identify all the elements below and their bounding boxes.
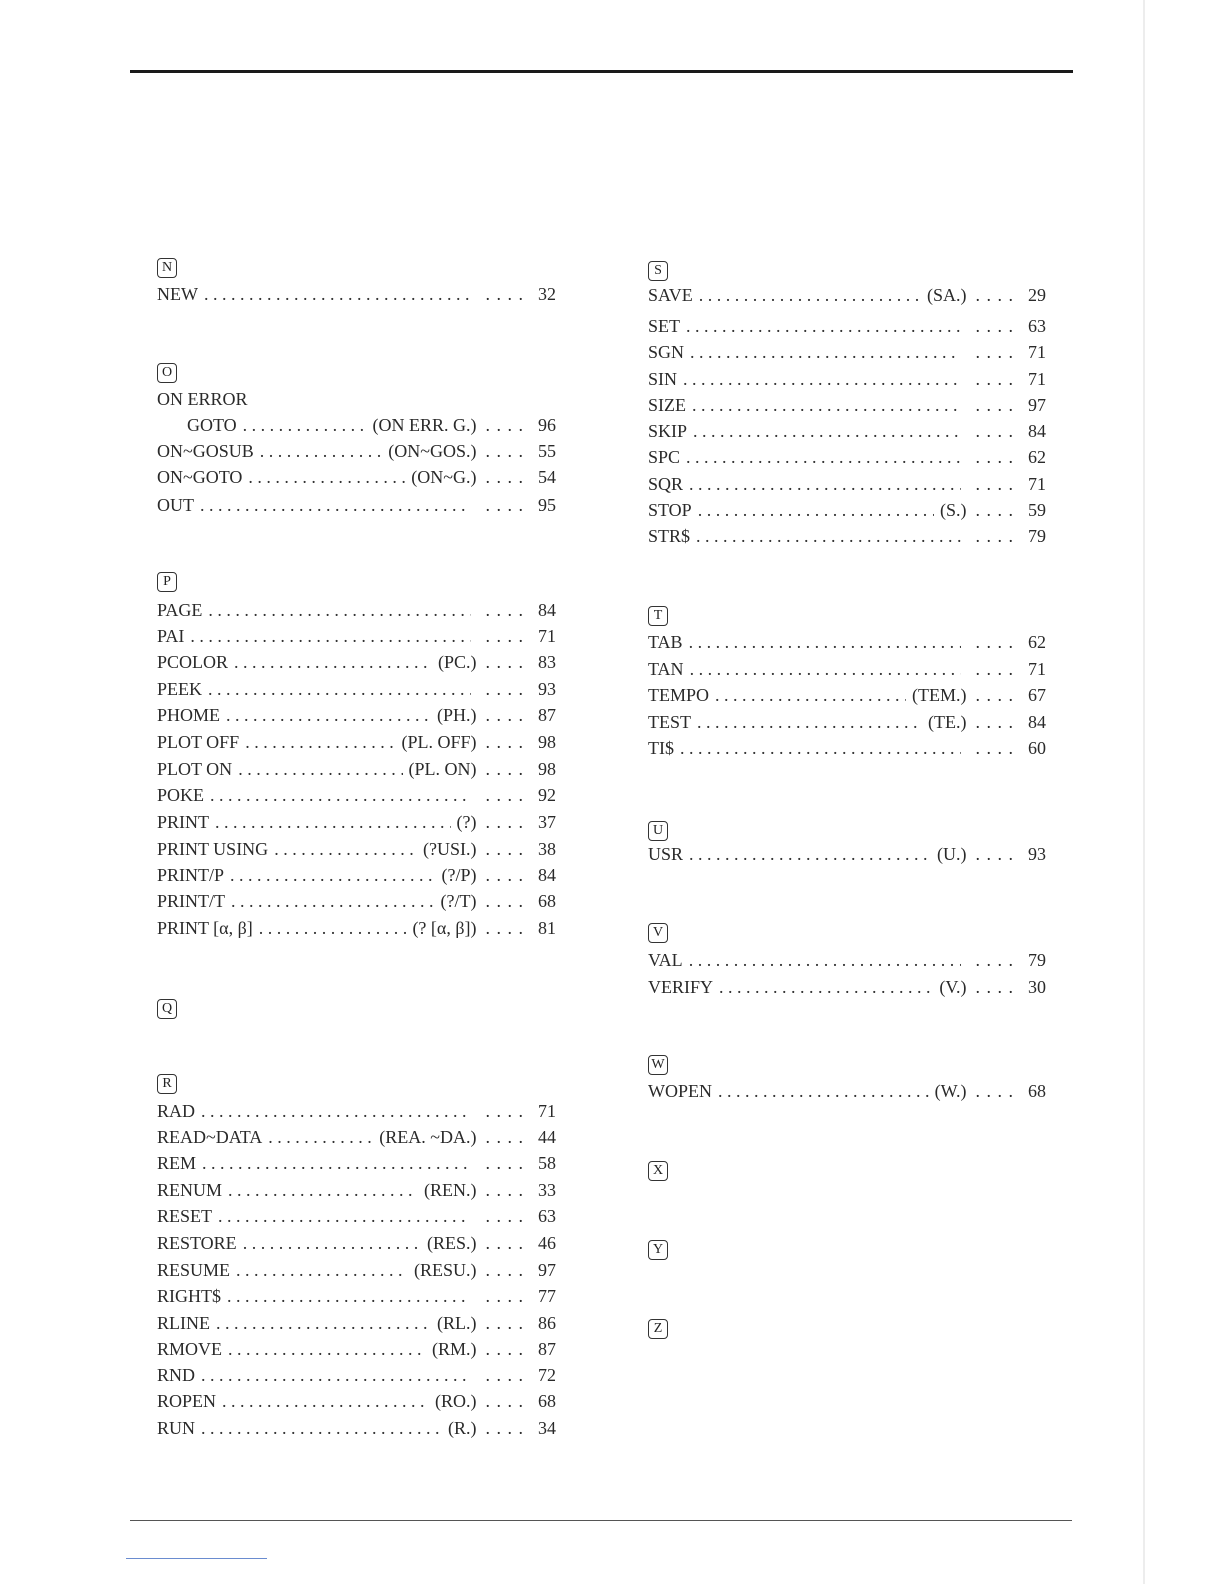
entry-name: TAB (648, 632, 683, 652)
entry-page-number: 87 (538, 1339, 556, 1359)
dot-leader-short: . . . . (485, 1313, 524, 1333)
entry-abbreviation: (U.) (937, 844, 967, 864)
dot-leader-short: . . . . (485, 1233, 524, 1253)
dot-leader (274, 839, 417, 860)
dot-leader (689, 844, 931, 865)
entry-page-number: 32 (538, 284, 556, 304)
entry-name: PRINT USING (157, 839, 269, 859)
entry-abbreviation: (SA.) (927, 285, 967, 305)
dot-leader (231, 891, 435, 912)
dot-leader-short: . . . . (485, 891, 524, 911)
entry-page-number: 84 (1028, 421, 1046, 441)
entry-page-number: 67 (1028, 685, 1046, 705)
top-rule (130, 70, 1073, 73)
index-entry-ti (648, 738, 1046, 760)
entry-name: RAD (157, 1101, 196, 1121)
dot-leader (683, 369, 960, 390)
index-entry-pai (157, 626, 556, 648)
index-entry-phome (157, 705, 556, 727)
section-letter-o: O (157, 363, 177, 383)
section-letter-z: Z (648, 1319, 668, 1339)
dot-leader (719, 977, 933, 998)
entry-page-number: 71 (538, 1101, 556, 1121)
entry-abbreviation: (ON~G.) (411, 467, 477, 487)
entry-name: RLINE (157, 1313, 210, 1333)
entry-page-number: 37 (538, 812, 556, 832)
entry-page-number: 71 (1028, 659, 1046, 679)
dot-leader (243, 415, 367, 436)
entry-abbreviation: (PL. ON) (408, 759, 477, 779)
dot-leader (190, 626, 470, 647)
dot-leader (218, 1206, 470, 1227)
index-entry-out (157, 495, 556, 517)
dot-leader-short: . . . . (975, 342, 1014, 362)
entry-page-number: 63 (1028, 316, 1046, 336)
entry-page-number: 58 (538, 1153, 556, 1173)
entry-name: RENUM (157, 1180, 223, 1200)
dot-leader-short: . . . . (485, 1101, 524, 1121)
dot-leader-short: . . . . (485, 785, 524, 805)
index-entry-rnd (157, 1365, 556, 1387)
dot-leader (204, 284, 471, 305)
dot-leader-short: . . . . (485, 1127, 524, 1147)
entry-abbreviation: (TE.) (928, 712, 967, 732)
entry-page-number: 71 (1028, 342, 1046, 362)
index-entry-on-error (157, 389, 556, 411)
entry-name: SIN (648, 369, 678, 389)
entry-page-number: 68 (538, 1391, 556, 1411)
entry-page-number: 71 (538, 626, 556, 646)
dot-leader (245, 732, 395, 753)
index-entry-str (648, 526, 1046, 548)
dot-leader-short: . . . . (485, 495, 524, 515)
dot-leader (234, 652, 432, 673)
entry-name: TEMPO (648, 685, 710, 705)
index-entry-verify (648, 977, 1046, 999)
entry-name: SQR (648, 474, 684, 494)
dot-leader (228, 1180, 418, 1201)
dot-leader (686, 447, 960, 468)
entry-name: STOP (648, 500, 692, 520)
entry-name: VERIFY (648, 977, 714, 997)
entry-page-number: 84 (538, 865, 556, 885)
section-letter-t: T (648, 606, 668, 626)
dot-leader (215, 812, 451, 833)
dot-leader (690, 342, 960, 363)
dot-leader-short: . . . . (975, 844, 1014, 864)
dot-leader (201, 1418, 442, 1439)
section-letter-q: Q (157, 999, 177, 1019)
entry-abbreviation: (R.) (448, 1418, 477, 1438)
dot-leader (259, 918, 407, 939)
entry-abbreviation: (REA. ~DA.) (379, 1127, 477, 1147)
entry-name: VAL (648, 950, 683, 970)
dot-leader-short: . . . . (975, 447, 1014, 467)
entry-name: PCOLOR (157, 652, 229, 672)
entry-name: PRINT (157, 812, 210, 832)
dot-leader (698, 500, 934, 521)
entry-page-number: 79 (1028, 526, 1046, 546)
entry-page-number: 46 (538, 1233, 556, 1253)
dot-leader (686, 316, 960, 337)
entry-page-number: 71 (1028, 369, 1046, 389)
dot-leader (216, 1313, 431, 1334)
index-entry-size (648, 395, 1046, 417)
index-entry-print (157, 918, 556, 940)
dot-leader-short: . . . . (485, 600, 524, 620)
entry-name: RUN (157, 1418, 196, 1438)
entry-abbreviation: (W.) (934, 1081, 967, 1101)
dot-leader-short: . . . . (485, 626, 524, 646)
entry-name: PEEK (157, 679, 202, 699)
dot-leader-short: . . . . (485, 652, 524, 672)
dot-leader (208, 679, 471, 700)
entry-name: SKIP (648, 421, 688, 441)
entry-page-number: 54 (538, 467, 556, 487)
entry-page-number: 77 (538, 1286, 556, 1306)
dot-leader-short: . . . . (485, 839, 524, 859)
dot-leader (690, 659, 961, 680)
dot-leader (699, 285, 921, 306)
dot-leader-short: . . . . (975, 421, 1014, 441)
dot-leader (697, 712, 922, 733)
index-entry-ropen (157, 1391, 556, 1413)
entry-page-number: 87 (538, 705, 556, 725)
index-entry-print-p (157, 865, 556, 887)
dot-leader (230, 865, 435, 886)
dot-leader-short: . . . . (485, 284, 524, 304)
entry-page-number: 55 (538, 441, 556, 461)
index-entry-pcolor (157, 652, 556, 674)
dot-leader (243, 1233, 421, 1254)
entry-page-number: 79 (1028, 950, 1046, 970)
dot-leader-short: . . . . (975, 685, 1014, 705)
entry-name: RIGHT$ (157, 1286, 221, 1306)
dot-leader (222, 1391, 429, 1412)
dot-leader-short: . . . . (485, 812, 524, 832)
entry-name: PLOT OFF (157, 732, 240, 752)
entry-page-number: 84 (538, 600, 556, 620)
entry-abbreviation: (? [α, β]) (412, 918, 477, 938)
index-entry-set (648, 316, 1046, 338)
index-entry-right (157, 1286, 556, 1308)
dot-leader-short: . . . . (975, 659, 1014, 679)
dot-leader-short: . . . . (485, 918, 524, 938)
dot-leader (689, 950, 961, 971)
entry-page-number: 62 (1028, 447, 1046, 467)
dot-leader (696, 526, 960, 547)
index-entry-read-data (157, 1127, 556, 1149)
entry-name: PRINT/T (157, 891, 226, 911)
index-entry-val (648, 950, 1046, 972)
index-entry-test (648, 712, 1046, 734)
dot-leader (268, 1127, 373, 1148)
index-entry-poke (157, 785, 556, 807)
dot-leader (208, 600, 470, 621)
index-entry-run (157, 1418, 556, 1440)
section-letter-r: R (157, 1074, 177, 1094)
entry-abbreviation: (REN.) (424, 1180, 477, 1200)
index-entry-print-t (157, 891, 556, 913)
dot-leader-short: . . . . (485, 1365, 524, 1385)
entry-page-number: 93 (1028, 844, 1046, 864)
entry-page-number: 98 (538, 732, 556, 752)
entry-abbreviation: (ON~GOS.) (388, 441, 477, 461)
entry-page-number: 38 (538, 839, 556, 859)
dot-leader-short: . . . . (485, 1391, 524, 1411)
index-entry-print-using (157, 839, 556, 861)
entry-name: ROPEN (157, 1391, 217, 1411)
entry-page-number: 72 (538, 1365, 556, 1385)
dot-leader (200, 495, 471, 516)
index-entry-tan (648, 659, 1046, 681)
index-entry-rmove (157, 1339, 556, 1361)
dot-leader (210, 785, 470, 806)
dot-leader-short: . . . . (485, 759, 524, 779)
entry-page-number: 68 (1028, 1081, 1046, 1101)
entry-abbreviation: (RO.) (435, 1391, 477, 1411)
index-entry-wopen (648, 1081, 1046, 1103)
index-entry-plot-on (157, 759, 556, 781)
index-entry-tab (648, 632, 1046, 654)
entry-name: TAN (648, 659, 684, 679)
entry-page-number: 60 (1028, 738, 1046, 758)
dot-leader-short: . . . . (485, 1206, 524, 1226)
entry-abbreviation: (ON ERR. G.) (372, 415, 477, 435)
dot-leader (238, 759, 402, 780)
entry-name: SAVE (648, 285, 693, 305)
index-entry-reset (157, 1206, 556, 1228)
entry-name: PHOME (157, 705, 221, 725)
section-letter-p: P (157, 572, 177, 592)
entry-page-number: 92 (538, 785, 556, 805)
dot-leader-short: . . . . (485, 441, 524, 461)
entry-name: STR$ (648, 526, 691, 546)
dot-leader (715, 685, 906, 706)
dot-leader-short: . . . . (975, 369, 1014, 389)
dot-leader (236, 1260, 408, 1281)
dot-leader-short: . . . . (485, 1180, 524, 1200)
entry-page-number: 93 (538, 679, 556, 699)
footer-line (126, 1558, 267, 1559)
entry-name: TI$ (648, 738, 674, 758)
dot-leader (227, 1286, 471, 1307)
dot-leader (226, 705, 431, 726)
dot-leader-short: . . . . (485, 1339, 524, 1359)
entry-name: OUT (157, 495, 194, 515)
entry-name: ON~GOSUB (157, 441, 254, 461)
dot-leader-short: . . . . (485, 1418, 524, 1438)
dot-leader-short: . . . . (975, 1081, 1014, 1101)
index-entry-on-goto (157, 467, 556, 489)
entry-page-number: 44 (538, 1127, 556, 1147)
dot-leader (228, 1339, 426, 1360)
dot-leader-short: . . . . (975, 500, 1014, 520)
section-letter-w: W (648, 1055, 668, 1075)
entry-page-number: 68 (538, 891, 556, 911)
section-letter-n: N (157, 258, 177, 278)
entry-name: SET (648, 316, 681, 336)
entry-abbreviation: (V.) (939, 977, 967, 997)
entry-name: PAGE (157, 600, 203, 620)
entry-name: USR (648, 844, 684, 864)
index-entry-resume (157, 1260, 556, 1282)
entry-name: PAI (157, 626, 185, 646)
entry-page-number: 83 (538, 652, 556, 672)
entry-page-number: 98 (538, 759, 556, 779)
dot-leader (201, 1365, 470, 1386)
entry-abbreviation: (PH.) (437, 705, 477, 725)
index-entry-usr (648, 844, 1046, 866)
entry-page-number: 95 (538, 495, 556, 515)
entry-abbreviation: (?) (456, 812, 477, 832)
entry-page-number: 97 (1028, 395, 1046, 415)
entry-name: ON~GOTO (157, 467, 243, 487)
entry-name: TEST (648, 712, 691, 732)
section-letter-y: Y (648, 1240, 668, 1260)
bottom-rule (130, 1520, 1072, 1521)
entry-page-number: 96 (538, 415, 556, 435)
entry-abbreviation: (RM.) (432, 1339, 477, 1359)
entry-name: NEW (157, 284, 198, 304)
index-entry-spc (648, 447, 1046, 469)
entry-name: SPC (648, 447, 681, 467)
dot-leader-short: . . . . (975, 526, 1014, 546)
dot-leader-short: . . . . (485, 732, 524, 752)
dot-leader-short: . . . . (975, 950, 1014, 970)
entry-abbreviation: (PC.) (437, 652, 477, 672)
entry-page-number: 29 (1028, 285, 1046, 305)
entry-abbreviation: (RESU.) (414, 1260, 477, 1280)
dot-leader-short: . . . . (485, 1153, 524, 1173)
index-entry-sgn (648, 342, 1046, 364)
dot-leader-short: . . . . (975, 474, 1014, 494)
entry-name: PRINT/P (157, 865, 225, 885)
index-entry-print (157, 812, 556, 834)
entry-page-number: 84 (1028, 712, 1046, 732)
entry-abbreviation: (RL.) (437, 1313, 477, 1333)
entry-abbreviation: (?/T) (440, 891, 477, 911)
entry-page-number: 34 (538, 1418, 556, 1438)
dot-leader (260, 441, 383, 462)
dot-leader-short: . . . . (485, 1286, 524, 1306)
entry-name: GOTO (187, 415, 237, 435)
entry-name: RESET (157, 1206, 213, 1226)
dot-leader (692, 395, 961, 416)
index-entry-goto (157, 415, 556, 437)
section-letter-s: S (648, 261, 668, 281)
entry-abbreviation: (?USI.) (423, 839, 477, 859)
index-entry-new (157, 284, 556, 306)
entry-name: REM (157, 1153, 197, 1173)
entry-page-number: 30 (1028, 977, 1046, 997)
entry-page-number: 62 (1028, 632, 1046, 652)
entry-name: SIZE (648, 395, 686, 415)
entry-abbreviation: (PL. OFF) (401, 732, 477, 752)
entry-name: ON ERROR (157, 389, 248, 409)
entry-page-number: 81 (538, 918, 556, 938)
index-entry-rem (157, 1153, 556, 1175)
dot-leader-short: . . . . (975, 632, 1014, 652)
entry-abbreviation: (RES.) (427, 1233, 477, 1253)
entry-abbreviation: (S.) (940, 500, 967, 520)
entry-page-number: 33 (538, 1180, 556, 1200)
section-letter-u: U (648, 821, 668, 841)
entry-name: POKE (157, 785, 205, 805)
dot-leader (689, 474, 960, 495)
dot-leader-short: . . . . (485, 705, 524, 725)
dot-leader-short: . . . . (485, 467, 524, 487)
dot-leader (689, 632, 961, 653)
entry-name: RESUME (157, 1260, 231, 1280)
dot-leader-short: . . . . (975, 977, 1014, 997)
entry-abbreviation: (?/P) (441, 865, 477, 885)
index-entry-page (157, 600, 556, 622)
entry-page-number: 63 (538, 1206, 556, 1226)
dot-leader-short: . . . . (975, 738, 1014, 758)
dot-leader-short: . . . . (485, 1260, 524, 1280)
dot-leader-short: . . . . (975, 395, 1014, 415)
dot-leader (693, 421, 960, 442)
page-edge-line (1143, 0, 1145, 1584)
index-entry-skip (648, 421, 1046, 443)
index-entry-save (648, 285, 1046, 307)
dot-leader-short: . . . . (485, 865, 524, 885)
index-entry-plot-off (157, 732, 556, 754)
index-entry-sin (648, 369, 1046, 391)
dot-leader (248, 467, 405, 488)
dot-leader (680, 738, 961, 759)
entry-page-number: 59 (1028, 500, 1046, 520)
section-letter-x: X (648, 1161, 668, 1181)
index-entry-sqr (648, 474, 1046, 496)
entry-name: RMOVE (157, 1339, 223, 1359)
entry-page-number: 86 (538, 1313, 556, 1333)
section-letter-v: V (648, 923, 668, 943)
entry-page-number: 71 (1028, 474, 1046, 494)
entry-name: WOPEN (648, 1081, 712, 1101)
entry-name: PRINT [α, β] (157, 918, 253, 938)
dot-leader-short: . . . . (975, 285, 1014, 305)
index-entry-on-gosub (157, 441, 556, 463)
index-entry-renum (157, 1180, 556, 1202)
entry-abbreviation: (TEM.) (912, 685, 967, 705)
dot-leader-short: . . . . (485, 679, 524, 699)
entry-name: SGN (648, 342, 685, 362)
dot-leader-short: . . . . (485, 415, 524, 435)
index-entry-stop (648, 500, 1046, 522)
entry-name: PLOT ON (157, 759, 233, 779)
dot-leader-short: . . . . (975, 316, 1014, 336)
entry-name: RND (157, 1365, 196, 1385)
entry-name: READ~DATA (157, 1127, 263, 1147)
index-entry-restore (157, 1233, 556, 1255)
index-entry-rline (157, 1313, 556, 1335)
index-entry-peek (157, 679, 556, 701)
index-entry-rad (157, 1101, 556, 1123)
entry-name: RESTORE (157, 1233, 237, 1253)
index-entry-tempo (648, 685, 1046, 707)
dot-leader-short: . . . . (975, 712, 1014, 732)
entry-page-number: 97 (538, 1260, 556, 1280)
dot-leader (201, 1101, 470, 1122)
dot-leader (202, 1153, 470, 1174)
dot-leader (718, 1081, 929, 1102)
